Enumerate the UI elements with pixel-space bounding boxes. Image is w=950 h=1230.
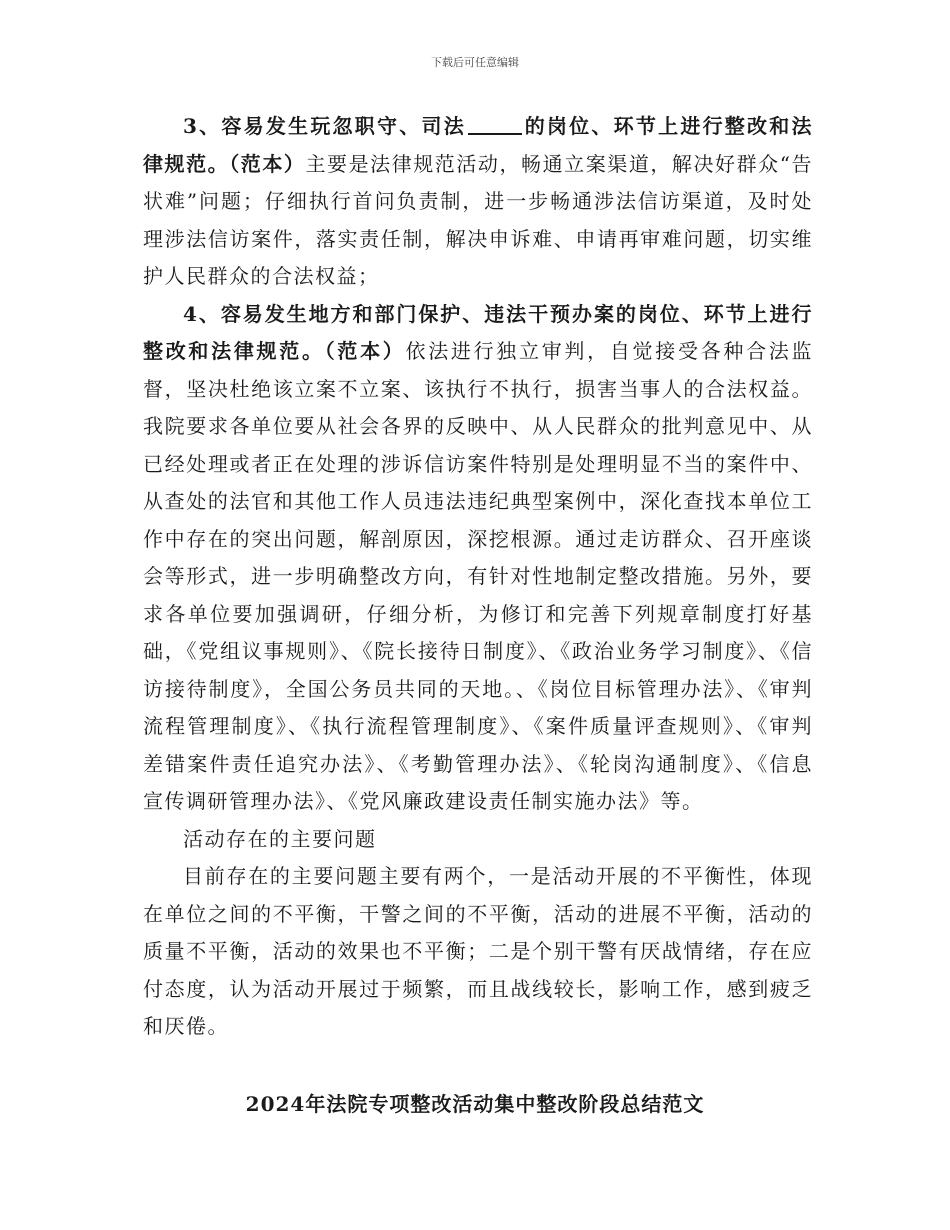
section-3-paragraph xyxy=(143,108,813,296)
section-4-tag: （范本） xyxy=(324,339,406,363)
blank-underline xyxy=(468,113,522,135)
document-body xyxy=(143,108,813,1046)
header-note: 下载后可任意编辑 xyxy=(431,56,519,69)
problems-heading: 活动存在的主要问题 xyxy=(183,826,377,851)
problems-paragraph: 目前存在的主要问题主要有两个，一是活动开展的不平衡性，体现在单位之间的不平衡，干警之间的不平衡，活动的进展不平衡，活动的质量不平衡，活动的效果也不平衡；二是个别干警有厌战情绪，存在应付态度，认为活动开展过于频繁，而且战线较长，影响工作，感到疲乏和厌倦。 xyxy=(143,864,813,1038)
section-3-body: 主要是法律规范活动，畅通立案渠道，解决好群众“告状难”问题；仔细执行首问负责制，进一步畅通涉法信访渠道，及时处理涉法信访案件，落实责任制，解决申诉难、申请再审难问题，切实维护人民群众的合法权益； xyxy=(143,151,814,288)
section-3-heading-start: 3、容易发生玩忽职守、司法 xyxy=(183,114,466,138)
section-3-heading-end: 的岗位、环节上进行整改和法律规范。 xyxy=(143,114,814,176)
section-4-paragraph xyxy=(143,296,813,821)
section-3-tag: （范本） xyxy=(229,151,306,176)
section-4-heading-text: 4、容易发生地方和部门保护、违法干预办案的岗位、环节上进行整改和法律规范。 xyxy=(143,301,813,363)
document-title: 2024年法院专项整改活动集中整改阶段总结范文 xyxy=(245,1092,705,1116)
section-4-body: 依法进行独立审判，自觉接受各种合法监督，坚决杜绝该立案不立案、该执行不执行，损害当事人的合法权益。我院要求各单位要从社会各界的反映中、从人民群众的批判意见中、从已经处理或者正在处理的涉诉信访案件特别是处理明显不当的案件中、从查处的法官和其他工作人员违法违纪典型案例中，深化查找本单位工作中存在的突出问题，解剖原因，深挖根源。通过走访群众、召开座谈会等形式，进一步明确整改方向，有针对性地制定整改措施。另外，要求各单位要加强调研，仔细分析，为修订和完善下列规章制度打好基础，《党组议事规则》、《院长接待日制度》、《政治业务学习制度》、《信访接待制度》，全国公务员共同的天地。、《岗位目标管理办法》、《审判流程管理制度》、《执行流程管理制度》、《案件质量评查规则》、《审判差错案件责任追究办法》、《考勤管理办法》、《轮岗沟通制度》、《信息宣传调研管理办法》、《党风廉政建设责任制实施办法》等。 xyxy=(143,339,814,813)
